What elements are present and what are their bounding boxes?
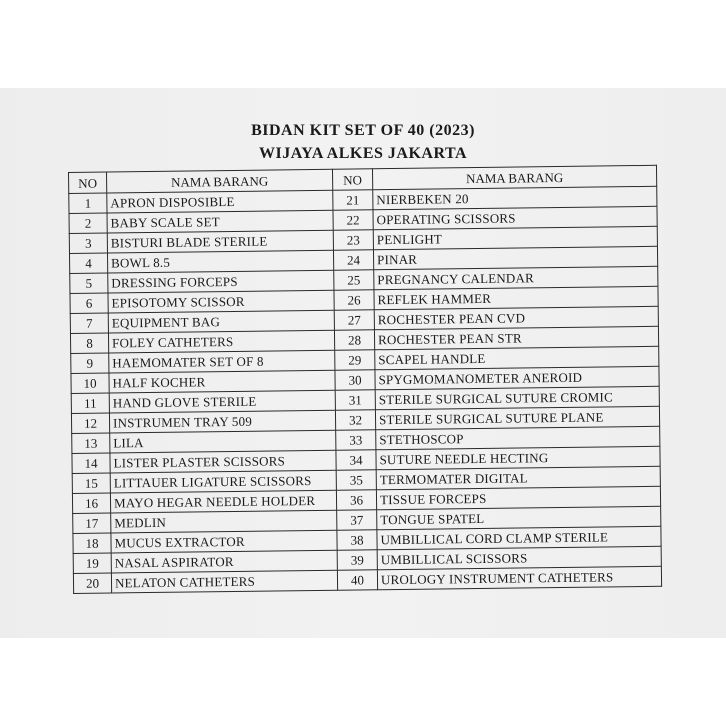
item-number: 7 — [70, 313, 108, 333]
item-name: SPYGMOMANOMETER ANEROID — [375, 366, 659, 389]
item-name: REFLEK HAMMER — [374, 286, 658, 309]
item-name: STERILE SURGICAL SUTURE PLANE — [375, 406, 659, 429]
item-name: MUCUS EXTRACTOR — [111, 530, 337, 553]
item-number: 40 — [337, 570, 377, 590]
item-number: 3 — [69, 233, 107, 253]
item-number: 1 — [69, 193, 107, 213]
item-number: 29 — [335, 350, 375, 370]
item-name: EQUIPMENT BAG — [108, 310, 334, 333]
item-name: MAYO HEGAR NEEDLE HOLDER — [110, 490, 336, 513]
item-number: 6 — [70, 293, 108, 313]
item-number: 36 — [336, 490, 376, 510]
item-name: NIERBEKEN 20 — [373, 186, 657, 209]
item-number: 30 — [335, 370, 375, 390]
item-name: TONGUE SPATEL — [377, 506, 661, 529]
item-name: BABY SCALE SET — [107, 210, 333, 233]
item-name: UROLOGY INSTRUMENT CATHETERS — [377, 566, 661, 589]
item-number: 34 — [336, 450, 376, 470]
item-name: UMBILLICAL CORD CLAMP STERILE — [377, 526, 661, 549]
items-table-container — [68, 165, 661, 594]
item-number: 17 — [73, 513, 111, 533]
item-number: 27 — [334, 310, 374, 330]
item-name: APRON DISPOSIBLE — [107, 190, 333, 213]
document-title: BIDAN KIT SET OF 40 (2023) — [251, 122, 475, 139]
item-number: 13 — [72, 433, 110, 453]
item-name: LISTER PLASTER SCISSORS — [110, 450, 336, 473]
item-name: EPISOTOMY SCISSOR — [108, 290, 334, 313]
item-name: MEDLIN — [111, 510, 337, 533]
item-number: 14 — [72, 453, 110, 473]
item-name: OPERATING SCISSORS — [373, 206, 657, 229]
item-number: 19 — [73, 553, 111, 573]
item-name: PENLIGHT — [373, 226, 657, 249]
item-number: 33 — [336, 430, 376, 450]
item-number: 35 — [336, 470, 376, 490]
item-name: TERMOMATER DIGITAL — [376, 466, 660, 489]
item-name: SCAPEL HANDLE — [375, 346, 659, 369]
item-number: 15 — [72, 473, 110, 493]
item-name: BOWL 8.5 — [107, 250, 333, 273]
item-name: HAND GLOVE STERILE — [109, 390, 335, 413]
items-table — [68, 165, 662, 594]
item-name: TISSUE FORCEPS — [376, 486, 660, 509]
header-no-2: NO — [332, 169, 372, 190]
item-number: 28 — [334, 330, 374, 350]
item-name: FOLEY CATHETERS — [108, 330, 334, 353]
item-number: 16 — [72, 493, 110, 513]
item-name: BISTURI BLADE STERILE — [107, 230, 333, 253]
item-number: 22 — [333, 210, 373, 230]
item-name: ROCHESTER PEAN STR — [374, 326, 658, 349]
item-name: LILA — [110, 430, 336, 453]
item-number: 18 — [73, 533, 111, 553]
item-number: 10 — [71, 373, 109, 393]
item-number: 38 — [337, 530, 377, 550]
item-name: DRESSING FORCEPS — [108, 270, 334, 293]
item-number: 8 — [70, 333, 108, 353]
item-number: 2 — [69, 213, 107, 233]
item-name: STETHOSCOP — [376, 426, 660, 449]
item-name: PREGNANCY CALENDAR — [374, 266, 658, 289]
document-subtitle: WIJAYA ALKES JAKARTA — [258, 145, 467, 162]
header-name: NAMA BARANG — [107, 169, 333, 193]
item-number: 23 — [333, 230, 373, 250]
item-number: 9 — [71, 353, 109, 373]
item-number: 12 — [71, 413, 109, 433]
header-name-2: NAMA BARANG — [372, 165, 656, 189]
item-name: HALF KOCHER — [109, 370, 335, 393]
item-number: 4 — [69, 253, 107, 273]
item-number: 5 — [70, 273, 108, 293]
item-number: 21 — [333, 190, 373, 210]
item-number: 37 — [337, 510, 377, 530]
item-name: SUTURE NEEDLE HECTING — [376, 446, 660, 469]
item-number: 32 — [335, 410, 375, 430]
item-number: 39 — [337, 550, 377, 570]
item-number: 26 — [334, 290, 374, 310]
header-no: NO — [69, 172, 107, 193]
item-name: NELATON CATHETERS — [111, 570, 337, 593]
item-name: NASAL ASPIRATOR — [111, 550, 337, 573]
item-name: HAEMOMATER SET OF 8 — [109, 350, 335, 373]
item-name: STERILE SURGICAL SUTURE CROMIC — [375, 386, 659, 409]
item-name: INSTRUMEN TRAY 509 — [109, 410, 335, 433]
item-number: 24 — [333, 250, 373, 270]
item-number: 25 — [334, 270, 374, 290]
item-name: LITTAUER LIGATURE SCISSORS — [110, 470, 336, 493]
item-name: PINAR — [373, 246, 657, 269]
item-number: 20 — [73, 573, 111, 593]
item-number: 31 — [335, 390, 375, 410]
item-name: UMBILLICAL SCISSORS — [377, 546, 661, 569]
item-name: ROCHESTER PEAN CVD — [374, 306, 658, 329]
item-number: 11 — [71, 393, 109, 413]
